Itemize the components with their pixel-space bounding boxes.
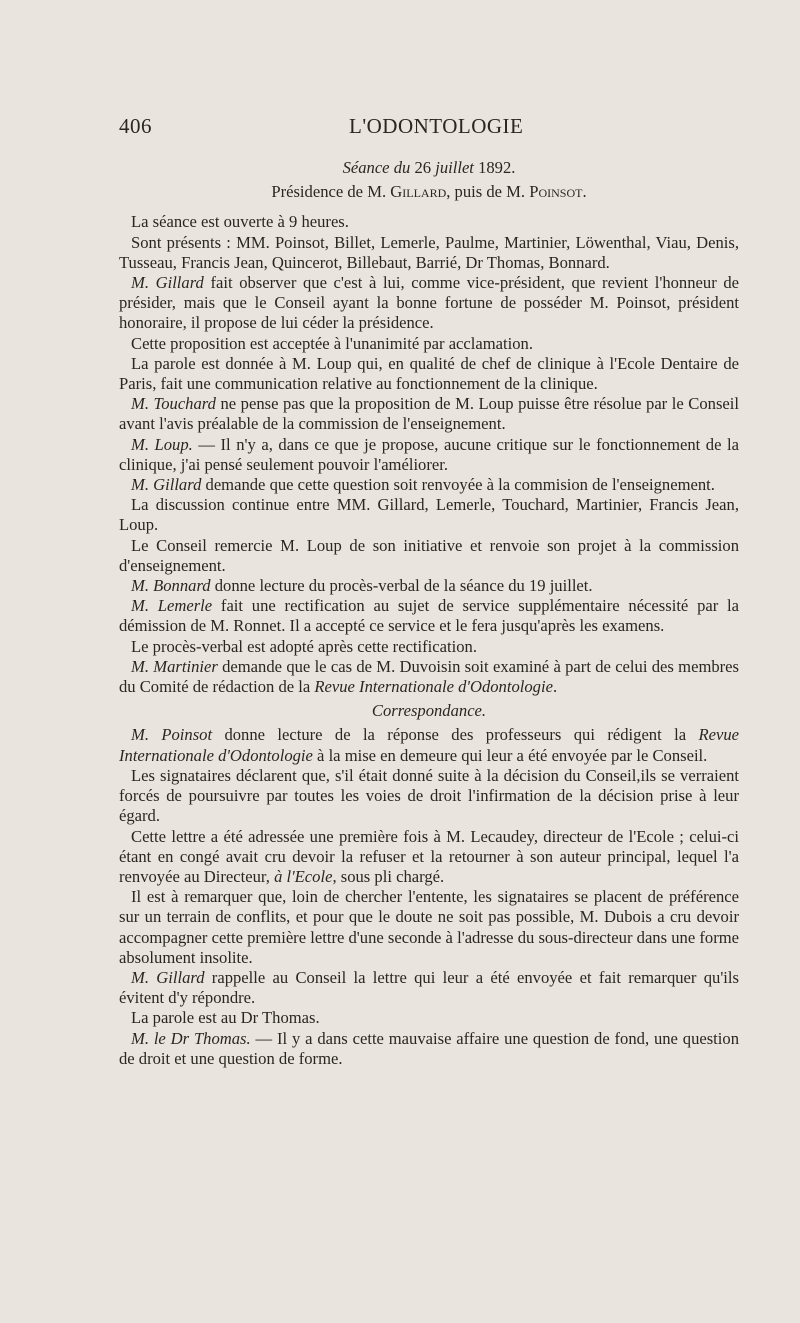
paragraph-text: La séance est ouverte à 9 heures. xyxy=(131,212,349,232)
presidency-pre: Présidence de M. xyxy=(271,182,387,202)
paragraph xyxy=(119,475,739,495)
paragraph-text: ne pense pas que la proposition de M. Loup puisse être résolue par le Conseil avant l'avis préalable de la commission de l'enseignement. xyxy=(119,394,739,434)
paragraph-text: La parole est donnée à M. Loup qui, en qualité de chef de clinique à l'Ecole Dentaire de Paris, fait une communication relative au fonctionnement de la clinique. xyxy=(119,353,739,394)
speaker-name: M. Bonnard xyxy=(131,576,211,596)
paragraph xyxy=(119,657,739,697)
paragraph-text: donne lecture du procès-verbal de la séance du 19 juillet. xyxy=(210,576,593,596)
paragraph xyxy=(119,725,739,765)
paragraph-text: La discussion continue entre MM. Gillard, Lemerle, Touchard, Martinier, Francis Jean, Loup. xyxy=(119,495,739,535)
paragraph-tail: . xyxy=(552,677,558,697)
paragraph xyxy=(119,354,739,394)
italic-title: Revue Internationale d'Odontologie xyxy=(119,725,739,765)
paragraph xyxy=(119,334,739,354)
paragraph xyxy=(119,576,739,596)
speaker-name: M. le Dr Thomas. xyxy=(131,1028,251,1048)
session-title xyxy=(119,158,739,178)
presidency-name-1: Gillard xyxy=(390,182,447,202)
paragraph-text: demande que le cas de M. Duvoisin soit examiné à part de celui des membres du Comité de rédaction de la xyxy=(119,656,739,697)
paragraph-text: Cette proposition est acceptée à l'unanimité par acclamation. xyxy=(131,333,534,353)
paragraph xyxy=(119,968,739,1008)
paragraph-text: Cette lettre a été adressée une première fois à M. Lecaudey, directeur de l'Ecole ; celui-ci étant en congé avait cru devoir la refuser et la retourner à son auteur principal, lequel l'a renvoyée au Directeur, xyxy=(119,826,739,886)
paragraph-tail: , sous pli chargé. xyxy=(332,866,445,886)
paragraph xyxy=(119,766,739,827)
paragraph xyxy=(119,596,739,636)
paragraph xyxy=(119,273,739,334)
paragraph-text: La parole est au Dr Thomas. xyxy=(131,1008,320,1028)
paragraph xyxy=(119,495,739,535)
running-header xyxy=(119,114,739,144)
paragraph-tail: à la mise en demeure qui leur a été envoyée par le Conseil. xyxy=(312,745,708,765)
paragraph xyxy=(119,435,739,475)
paragraph-text: Il est à remarquer que, loin de chercher l'entente, les signataires se placent de préférence sur un terrain de conflits, et pour que le doute ne soit pas possible, M. Dubois a cru devoir accompagner cette première lettre d'une seconde à l'adresse du sous-directeur dans une forme absolument insolite. xyxy=(119,887,739,967)
paragraph-text: Les signataires déclarent que, s'il était donné suite à la décision du Conseil,ils se verraient forcés de poursuivre par toutes les voies de droit l'infirmation de la décision prise à leur égard. xyxy=(119,765,739,826)
paragraph-text: rappelle au Conseil la lettre qui leur a été envoyée et fait remarquer qu'ils évitent d'y répondre. xyxy=(119,967,739,1008)
session-date-number: 26 xyxy=(414,158,432,177)
speaker-name: M. Gillard xyxy=(131,475,202,495)
speaker-name: M. Lemerle xyxy=(131,596,213,616)
speaker-name: M. Gillard xyxy=(131,967,205,987)
italic-title: Revue Internationale d'Odontologie xyxy=(314,677,553,697)
italic-title: à l'Ecole xyxy=(274,866,333,886)
presidency-end: . xyxy=(582,182,587,202)
paragraph xyxy=(119,1029,739,1069)
paragraph xyxy=(119,827,739,888)
paragraph-text: fait observer que c'est à lui, comme vice-président, que revient l'honneur de présider, mais que le Conseil ayant la bonne fortune de posséder M. Poinsot, président honoraire, il propose de lui céder la présidence. xyxy=(119,273,740,333)
paragraph-text: donne lecture de la réponse des professeurs qui rédigent la xyxy=(212,725,699,745)
paragraph-text: demande que cette question soit renvoyée à la commision de l'enseignement. xyxy=(201,475,715,495)
session-date-month: juillet xyxy=(435,158,474,177)
presidency-name-2: Poinsot xyxy=(529,182,583,202)
paragraph xyxy=(119,212,739,232)
speaker-name: M. Touchard xyxy=(131,394,216,414)
paragraph-text: — Il y a dans cette mauvaise affaire une question de fond, une question de droit et une question de forme. xyxy=(119,1028,739,1068)
speaker-name: M. Poinsot xyxy=(131,725,213,745)
body-text xyxy=(119,158,739,1069)
paragraph-text: Sont présents : MM. Poinsot, Billet, Lemerle, Paulme, Martinier, Löwenthal, Viau, Denis, Tusseau, Francis Jean, Quincerot, Billebaut, Barrié, Dr Thomas, Bonnard. xyxy=(119,232,739,272)
minutes-paragraphs xyxy=(119,212,739,697)
session-year: 1892. xyxy=(478,158,516,177)
session-title-italic: Séance du xyxy=(342,158,411,177)
paragraph-text: Le Conseil remercie M. Loup de son initiative et renvoie son projet à la commission d'enseignement. xyxy=(119,535,739,575)
paragraph-text: fait une rectification au sujet de service supplémentaire nécessité par la démission de M. Ronnet. Il a accepté ce service et le fera jusqu'après les examens. xyxy=(119,596,740,636)
speaker-name: M. Loup. xyxy=(131,434,193,454)
paragraph xyxy=(119,233,739,273)
paragraph-text: Le procès-verbal est adopté après cette rectification. xyxy=(131,636,477,656)
paragraph xyxy=(119,536,739,576)
correspondence-paragraphs xyxy=(119,725,739,1068)
paragraph xyxy=(119,1008,739,1028)
paragraph xyxy=(119,887,739,968)
paragraph xyxy=(119,637,739,657)
speaker-name: M. Gillard xyxy=(131,273,204,293)
presidency-line xyxy=(119,182,739,202)
paragraph xyxy=(119,394,739,434)
section-heading: Correspondance. xyxy=(371,701,487,721)
running-title: L'ODONTOLOGIE xyxy=(349,114,524,138)
speaker-name: M. Martinier xyxy=(131,656,218,676)
paragraph-text: — Il n'y a, dans ce que je propose, aucune critique sur le fonctionnement de la clinique, j'ai pensé seulement pouvoir l'améliorer. xyxy=(119,434,739,474)
page-number: 406 xyxy=(119,114,152,138)
presidency-mid: , puis de M. xyxy=(446,182,526,202)
